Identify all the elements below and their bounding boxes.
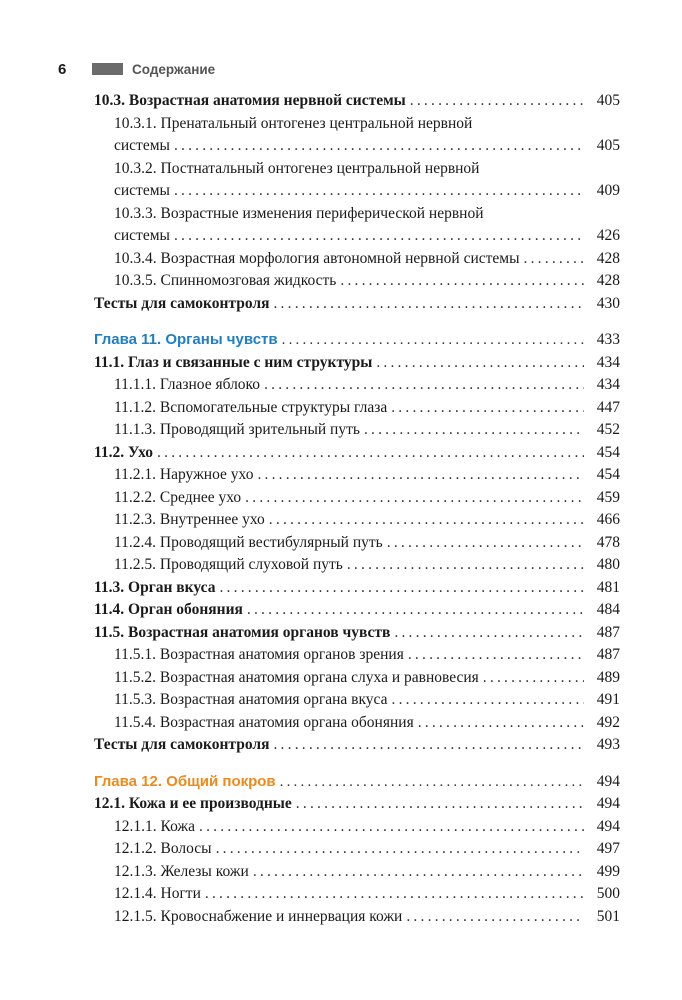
toc-entry-title: 11.1.2. Вспомогательные структуры глаза xyxy=(114,398,388,416)
toc-entry-title: 11.5.3. Возрастная анатомия органа вкуса xyxy=(114,691,388,708)
dot-leader xyxy=(257,464,584,487)
toc-entry xyxy=(94,861,620,884)
toc-entry-title-continued: системы xyxy=(114,137,170,154)
dot-leader xyxy=(364,419,584,442)
dot-leader xyxy=(273,734,584,757)
toc-entry-title: 11.3. Орган вкуса xyxy=(94,578,216,596)
toc-entry xyxy=(94,734,620,757)
toc-page-number: 494 xyxy=(596,795,620,812)
toc-entry-title: 11.4. Орган обоняния xyxy=(94,601,243,618)
toc-entry-title: 11.5.2. Возрастная анатомия органа слуха и равновесия xyxy=(114,668,479,686)
dot-leader xyxy=(219,577,584,600)
toc-entry-title: 10.3.1. Пренатальный онтогенез центральной нервной xyxy=(114,114,473,132)
toc-entry xyxy=(94,771,620,794)
toc-entry-title: Глава 11. Органы чувств xyxy=(94,331,278,348)
toc-entry xyxy=(94,442,620,465)
toc-entry xyxy=(94,816,620,839)
toc-entry-title: 11.2.1. Наружное ухо xyxy=(114,466,254,483)
toc-entry xyxy=(94,419,620,442)
dot-leader xyxy=(174,225,584,248)
dot-leader xyxy=(376,352,584,375)
toc-entry-title: 12.1.1. Кожа xyxy=(114,817,196,835)
toc-entry xyxy=(94,158,620,203)
toc-page-number: 494 xyxy=(596,772,620,790)
toc-entry xyxy=(94,667,620,690)
dot-leader xyxy=(392,689,585,712)
toc-page-number: 454 xyxy=(596,443,620,461)
page-header xyxy=(58,59,215,79)
toc-entry-title-continued: системы xyxy=(114,227,170,244)
header-bar xyxy=(92,63,123,75)
toc-page-number: 484 xyxy=(596,601,620,618)
running-title: Содержание xyxy=(132,61,216,77)
toc-entry-title: Глава 12. Общий покров xyxy=(94,772,276,790)
dot-leader xyxy=(157,442,584,465)
toc-page-number: 430 xyxy=(596,294,620,312)
toc-page-number: 434 xyxy=(596,376,620,393)
dot-leader xyxy=(199,816,584,839)
toc-page-number: 452 xyxy=(596,421,620,438)
toc-page-number: 500 xyxy=(596,885,620,902)
dot-leader xyxy=(394,622,584,645)
toc-entry-title: 11.1.1. Глазное яблоко xyxy=(114,376,261,393)
toc-entry xyxy=(94,203,620,248)
toc-entry xyxy=(94,329,620,352)
dot-leader xyxy=(269,509,584,532)
dot-leader xyxy=(205,883,584,906)
toc-entry xyxy=(94,352,620,375)
dot-leader xyxy=(273,293,584,316)
dot-leader xyxy=(253,861,584,884)
toc-entry xyxy=(94,113,620,158)
toc-entry xyxy=(94,554,620,577)
toc-page-number: 466 xyxy=(596,511,620,528)
toc-page-number: 428 xyxy=(596,249,620,267)
dot-leader xyxy=(524,248,584,271)
toc-entry-title: 11.2.4. Проводящий вестибулярный путь xyxy=(114,533,383,551)
toc-entry-title: 11.1.3. Проводящий зрительный путь xyxy=(114,421,360,438)
toc-entry xyxy=(94,689,620,712)
toc-page-number: 428 xyxy=(596,272,620,289)
toc-entry xyxy=(94,622,620,645)
toc-entry-title: 12.1.4. Ногти xyxy=(114,885,201,902)
toc-entry-title: 10.3.5. Спинномозговая жидкость xyxy=(114,272,337,289)
toc-entry-title: 12.1.2. Волосы xyxy=(114,840,212,857)
toc-entry xyxy=(94,464,620,487)
toc-page-number: 501 xyxy=(596,907,620,925)
toc-page-number: 497 xyxy=(596,840,620,857)
toc-entry xyxy=(94,599,620,622)
table-of-contents xyxy=(94,90,620,928)
dot-leader xyxy=(408,644,584,667)
toc-entry xyxy=(94,487,620,510)
dot-leader xyxy=(216,838,584,861)
toc-entry xyxy=(94,293,620,316)
toc-page-number: 487 xyxy=(596,646,620,663)
dot-leader xyxy=(410,90,584,113)
toc-entry-title: Тесты для самоконтроля xyxy=(94,294,270,312)
page-number: 6 xyxy=(58,60,67,78)
toc-entry-title: 11.2. Ухо xyxy=(94,443,154,461)
dot-leader xyxy=(340,270,584,293)
toc-page-number: 487 xyxy=(596,623,620,641)
toc-entry xyxy=(94,644,620,667)
toc-entry-title: 10.3. Возрастная анатомия нервной системы xyxy=(94,92,406,109)
toc-entry-title: 10.3.4. Возрастная морфология автономной нервной системы xyxy=(114,249,520,267)
toc-page-number: 480 xyxy=(596,556,620,573)
dot-leader xyxy=(483,667,584,690)
toc-entry-title: 11.2.2. Среднее ухо xyxy=(114,488,242,506)
toc-entry-title: 11.5. Возрастная анатомия органов чувств xyxy=(94,623,391,641)
toc-page-number: 478 xyxy=(596,533,620,551)
toc-entry-title: 11.1. Глаз и связанные с ним структуры xyxy=(94,353,373,371)
toc-entry-title-continued: системы xyxy=(114,182,170,199)
toc-entry xyxy=(94,270,620,293)
dot-leader xyxy=(391,397,584,420)
toc-entry xyxy=(94,712,620,735)
dot-leader xyxy=(406,906,584,929)
toc-entry xyxy=(94,838,620,861)
toc-entry xyxy=(94,793,620,816)
dot-leader xyxy=(296,793,584,816)
dot-leader xyxy=(247,599,584,622)
toc-page-number: 494 xyxy=(596,817,620,835)
toc-entry-title: 10.3.2. Постнатальный онтогенез центральной нервной xyxy=(114,159,480,177)
dot-leader xyxy=(387,532,584,555)
toc-page-number: 447 xyxy=(596,398,620,416)
toc-entry xyxy=(94,248,620,271)
dot-leader xyxy=(264,374,584,397)
dot-leader xyxy=(245,487,584,510)
toc-page-number: 489 xyxy=(596,668,620,686)
toc-page-number: 492 xyxy=(596,713,620,731)
toc-entry xyxy=(94,509,620,532)
toc-entry xyxy=(94,90,620,113)
dot-leader xyxy=(174,180,584,203)
toc-entry xyxy=(94,374,620,397)
toc-page-number: 499 xyxy=(596,862,620,880)
toc-page-number: 409 xyxy=(596,182,620,199)
toc-page-number: 454 xyxy=(596,466,620,483)
toc-entry xyxy=(94,883,620,906)
toc-page-number: 433 xyxy=(596,331,620,348)
toc-page-number: 405 xyxy=(596,137,620,154)
toc-page-number: 493 xyxy=(596,736,620,753)
toc-page-number: 459 xyxy=(596,488,620,506)
toc-page-number: 426 xyxy=(596,227,620,244)
toc-page-number: 405 xyxy=(596,92,620,109)
toc-entry-title: 11.2.5. Проводящий слуховой путь xyxy=(114,556,343,573)
toc-entry xyxy=(94,906,620,929)
toc-entry xyxy=(94,577,620,600)
toc-entry-title: 12.1. Кожа и ее производные xyxy=(94,795,292,812)
toc-entry-title: 11.2.3. Внутреннее ухо xyxy=(114,511,265,528)
toc-page-number: 491 xyxy=(596,691,620,708)
dot-leader xyxy=(347,554,584,577)
dot-leader xyxy=(418,712,584,735)
toc-entry-title: Тесты для самоконтроля xyxy=(94,736,270,753)
toc-entry xyxy=(94,532,620,555)
toc-page-number: 481 xyxy=(596,578,620,596)
toc-entry xyxy=(94,397,620,420)
toc-entry-title: 12.1.3. Железы кожи xyxy=(114,862,249,880)
dot-leader xyxy=(280,771,584,794)
toc-entry-title: 11.5.1. Возрастная анатомия органов зрения xyxy=(114,646,404,663)
dot-leader xyxy=(282,329,584,352)
toc-page-number: 434 xyxy=(596,353,620,371)
toc-entry-title: 12.1.5. Кровоснабжение и иннервация кожи xyxy=(114,907,403,925)
dot-leader xyxy=(174,135,584,158)
toc-entry-title: 10.3.3. Возрастные изменения периферической нервной xyxy=(114,204,484,222)
toc-entry-title: 11.5.4. Возрастная анатомия органа обоняния xyxy=(114,713,414,731)
